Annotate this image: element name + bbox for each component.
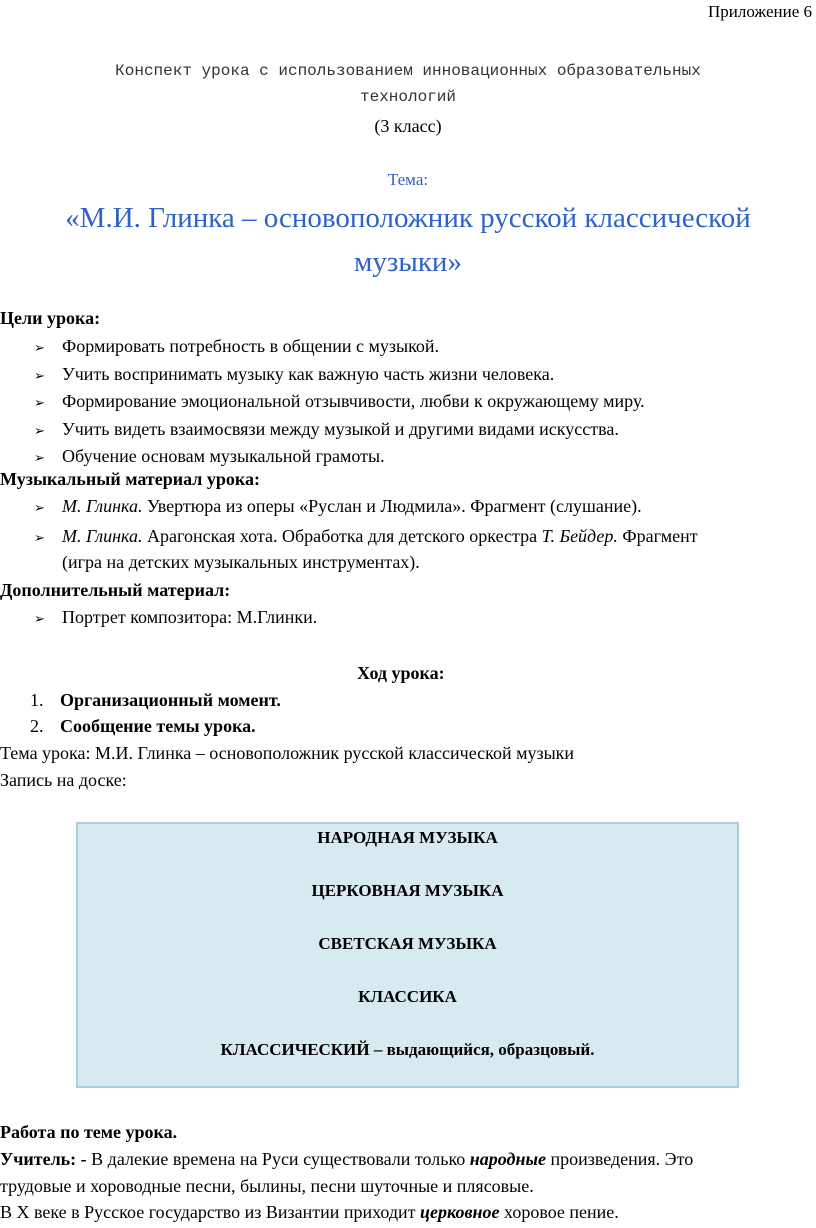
list-item: ➢ Формирование эмоциональной отзывчивости, любви к окружающему миру. bbox=[34, 389, 645, 416]
list-item: 2. Сообщение темы урока. bbox=[30, 716, 256, 736]
topic-label: Тема: bbox=[387, 170, 429, 189]
list-item: 1. Организационный момент. bbox=[30, 690, 281, 710]
board-line: ЦЕРКОВНАЯ МУЗЫКА bbox=[311, 881, 504, 900]
document-title-line1: Конспект урока с использованием инновационных образовательных bbox=[115, 62, 701, 80]
emphasis-text: церковное bbox=[420, 1202, 500, 1222]
composer-name: М. Глинка. bbox=[62, 526, 143, 546]
grade-label: (3 класс) bbox=[374, 116, 442, 136]
list-item: ➢ М. Глинка. Увертюра из оперы «Руслан и Людмила». Фрагмент (слушание). bbox=[34, 494, 642, 521]
arrow-bullet-icon: ➢ bbox=[34, 612, 45, 627]
list-item: ➢ Портрет композитора: М.Глинки. bbox=[34, 605, 317, 632]
list-item: ➢ Обучение основам музыкальной грамоты. bbox=[34, 444, 385, 471]
list-item: ➢ М. Глинка. Арагонская хота. Обработка для детского оркестра Т. Бейдер. Фрагмент bbox=[34, 524, 698, 551]
arranger-name: Т. Бейдер. bbox=[541, 526, 618, 546]
list-item: ➢ Учить видеть взаимосвязи между музыкой и другими видами искусства. bbox=[34, 417, 619, 444]
list-item: ➢ Формировать потребность в общении с музыкой. bbox=[34, 334, 439, 361]
paragraph: В X веке в Русское государство из Византии приходит церковное хоровое пение. bbox=[0, 1202, 619, 1222]
goals-heading: Цели урока: bbox=[0, 308, 101, 328]
teacher-paragraph-line2: трудовые и хороводные песни, былины, песни шуточные и плясовые. bbox=[0, 1176, 534, 1196]
appendix-label: Приложение 6 bbox=[708, 2, 812, 21]
arrow-bullet-icon: ➢ bbox=[34, 531, 45, 546]
lesson-flow-heading: Ход урока: bbox=[357, 663, 445, 683]
arrow-bullet-icon: ➢ bbox=[34, 424, 45, 439]
teacher-label: Учитель: - bbox=[0, 1149, 87, 1169]
list-item-continuation: (игра на детских музыкальных инструментах). bbox=[62, 552, 420, 572]
extra-material-heading: Дополнительный материал: bbox=[0, 580, 231, 600]
board-line: СВЕТСКАЯ МУЗЫКА bbox=[318, 934, 497, 953]
music-material-heading: Музыкальный материал урока: bbox=[0, 469, 260, 489]
board-line: КЛАССИЧЕСКИЙ – выдающийся, образцовый. bbox=[220, 1040, 595, 1059]
board-line: КЛАССИКА bbox=[358, 987, 457, 1006]
list-item: ➢ Учить воспринимать музыку как важную часть жизни человека. bbox=[34, 362, 554, 389]
board-line: НАРОДНАЯ МУЗЫКА bbox=[317, 828, 498, 847]
topic-title bbox=[20, 196, 796, 284]
topic-title-line1: «М.И. Глинка – основоположник русской классической bbox=[65, 202, 751, 234]
arrow-bullet-icon: ➢ bbox=[34, 501, 45, 516]
teacher-paragraph-line1: Учитель: - В далекие времена на Руси существовали только народные произведения. Это bbox=[0, 1149, 694, 1169]
arrow-bullet-icon: ➢ bbox=[34, 341, 45, 356]
lesson-topic-line: Тема урока: М.И. Глинка – основоположник русской классической музыки bbox=[0, 743, 575, 763]
document-title-line2: технологий bbox=[359, 88, 456, 106]
topic-title-line2: музыки» bbox=[354, 246, 462, 278]
arrow-bullet-icon: ➢ bbox=[34, 451, 45, 466]
work-heading: Работа по теме урока. bbox=[0, 1122, 178, 1142]
board-intro: Запись на доске: bbox=[0, 770, 127, 790]
composer-name: М. Глинка. bbox=[62, 496, 143, 516]
arrow-bullet-icon: ➢ bbox=[34, 369, 45, 384]
blackboard-box bbox=[76, 822, 739, 1088]
arrow-bullet-icon: ➢ bbox=[34, 396, 45, 411]
emphasis-text: народные bbox=[469, 1149, 546, 1169]
